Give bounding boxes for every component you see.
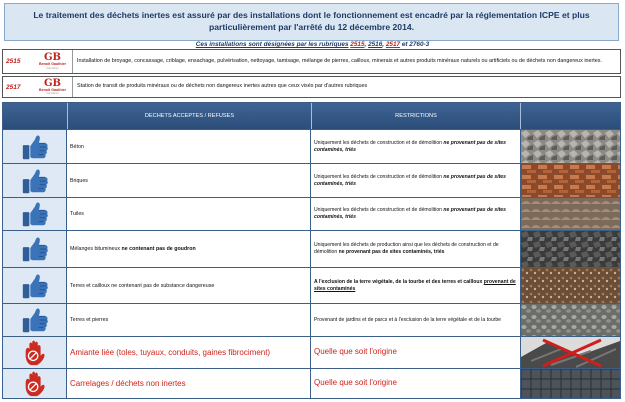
rubrique-description: Installation de broyage, concassage, criblage, ensachage, pulvérisation, nettoyage, tamisage, mélange de pierres, cailloux, minerais et autres produits minéraux naturels ou artificiels ou de déchets non dangereux inertes. [77, 57, 602, 64]
bricks-photo [521, 164, 620, 197]
rubrique-code: 2517 [6, 83, 21, 91]
waste-label: Terres et pierres [67, 304, 311, 336]
restriction-plain: Uniquement les déchets de construction et de démolition [314, 173, 444, 180]
waste-label: Tuiles [67, 198, 311, 230]
logo-name: Benoit Gauthier [39, 62, 66, 67]
restriction-text [311, 164, 521, 197]
restriction-text [311, 268, 521, 303]
stones-photo [521, 304, 620, 336]
rubrique-description: Station de transit de produits minéraux ou de déchets non dangereux inertes autres que ceux visés par d'autres rubriques [77, 83, 368, 90]
restriction-text: Quelle que soit l'origine [311, 337, 521, 368]
waste-label [67, 231, 311, 267]
column-header-accepted: DECHETS ACCEPTES / REFUSES [67, 103, 311, 129]
rubrique-code-2517: 2517 [385, 41, 401, 48]
logo-sub: Carrières [46, 91, 59, 96]
accepted-cell [3, 198, 67, 230]
rubrique-code-2516: 2516 [368, 41, 383, 48]
table-row [3, 368, 620, 398]
restriction-bold: A l'exclusion de la terre végétale, de la tourbe et des terres et cailloux [314, 278, 483, 285]
asphalt-photo [521, 231, 620, 267]
concrete-rubble-photo [521, 130, 620, 163]
waste-plain: Mélanges bitumineux [70, 246, 122, 252]
restriction-plain: Uniquement les déchets de construction et de démolition [314, 139, 444, 146]
thumbs-up-icon [20, 305, 50, 335]
refused-cell [3, 337, 67, 368]
restriction-text [311, 231, 521, 267]
restriction-bold-underlined: provenant de sites contaminés [314, 278, 516, 292]
waste-label: Béton [67, 130, 311, 163]
accepted-cell [3, 164, 67, 197]
rubriques-line: Ces installations sont désignées par les rubriques 2515, 2516, 2517 et 2760-3 [195, 41, 430, 48]
intro-text: Le traitement des déchets inertes est assuré par des installations dont le fonctionnement est encadré par la réglementation ICPE et plus particulièrement par l'arrêté du 12 décembre 2014. [33, 10, 590, 32]
waste-bold: ne contenant pas de goudron [121, 246, 196, 252]
table-row [3, 303, 620, 336]
refused-cell [3, 369, 67, 398]
table-row [3, 197, 620, 230]
logo-sub: Carrières [46, 65, 59, 70]
waste-table [2, 102, 621, 399]
stop-hand-icon [20, 370, 50, 398]
table-row [3, 267, 620, 303]
table-row [3, 129, 620, 163]
rubriques-prefix: Ces installations sont désignées par les rubriques [195, 41, 349, 48]
table-row [3, 336, 620, 368]
waste-label: Terres et cailloux ne contenant pas de substance dangereuse [67, 268, 311, 303]
restriction-text: Quelle que soit l'origine [311, 369, 521, 398]
stop-hand-icon [20, 339, 50, 367]
rubrique-row-2517 [2, 76, 621, 98]
table-header [3, 103, 620, 129]
intro-banner [4, 3, 619, 41]
rubrique-code-2515: 2515 [350, 41, 365, 48]
waste-label: Briques [67, 164, 311, 197]
rubrique-row-2515 [2, 49, 621, 74]
restriction-text [311, 130, 521, 163]
roof-tiles-photo [521, 198, 620, 230]
thumbs-up-icon [20, 132, 50, 162]
table-row [3, 163, 620, 197]
logo-mark: GB [44, 52, 61, 64]
restriction-plain: Uniquement les déchets de production ainsi que les déchets de construction et de démolition [314, 242, 499, 255]
table-row [3, 230, 620, 267]
accepted-cell [3, 130, 67, 163]
thumbs-up-icon [20, 166, 50, 196]
waste-label: Amiante liée (toles, tuyaux, conduits, gaines fibrociment) [67, 337, 311, 368]
restriction-bold: ne provenant pas de sites contaminés, triés [314, 173, 506, 187]
restriction-plain: Uniquement les déchets de construction et de démolition [314, 207, 444, 214]
rubrique-code-2760: 2760-3 [409, 41, 430, 48]
soil-stones-photo [521, 268, 620, 303]
restriction-text: Provenant de jardins et de parcs et à l'exclusion de la terre végétale et de la tourbe [311, 304, 521, 336]
company-logo [33, 77, 73, 97]
logo-mark: GB [44, 77, 61, 89]
restriction-text [311, 198, 521, 230]
thumbs-up-icon [20, 271, 50, 301]
column-header-restrictions: RESTRICTIONS [311, 103, 521, 129]
thumbs-up-icon [20, 199, 50, 229]
thumbs-up-icon [20, 234, 50, 264]
logo-name: Benoit Gauthier [39, 87, 66, 92]
restriction-bold: ne provenant pas de sites contaminés, triés [314, 207, 506, 220]
company-logo [33, 50, 73, 73]
waste-label: Carrelages / déchets non inertes [67, 369, 311, 398]
accepted-cell [3, 268, 67, 303]
tiles-photo [521, 369, 620, 398]
accepted-cell [3, 304, 67, 336]
restriction-bold: ne provenant pas de sites contaminés, triés [338, 249, 445, 255]
accepted-cell [3, 231, 67, 267]
restriction-bold: ne provenant pas de sites contaminés, triés [314, 139, 506, 153]
rubrique-code: 2515 [6, 58, 21, 65]
asbestos-sheet-crossed-photo [521, 337, 620, 368]
